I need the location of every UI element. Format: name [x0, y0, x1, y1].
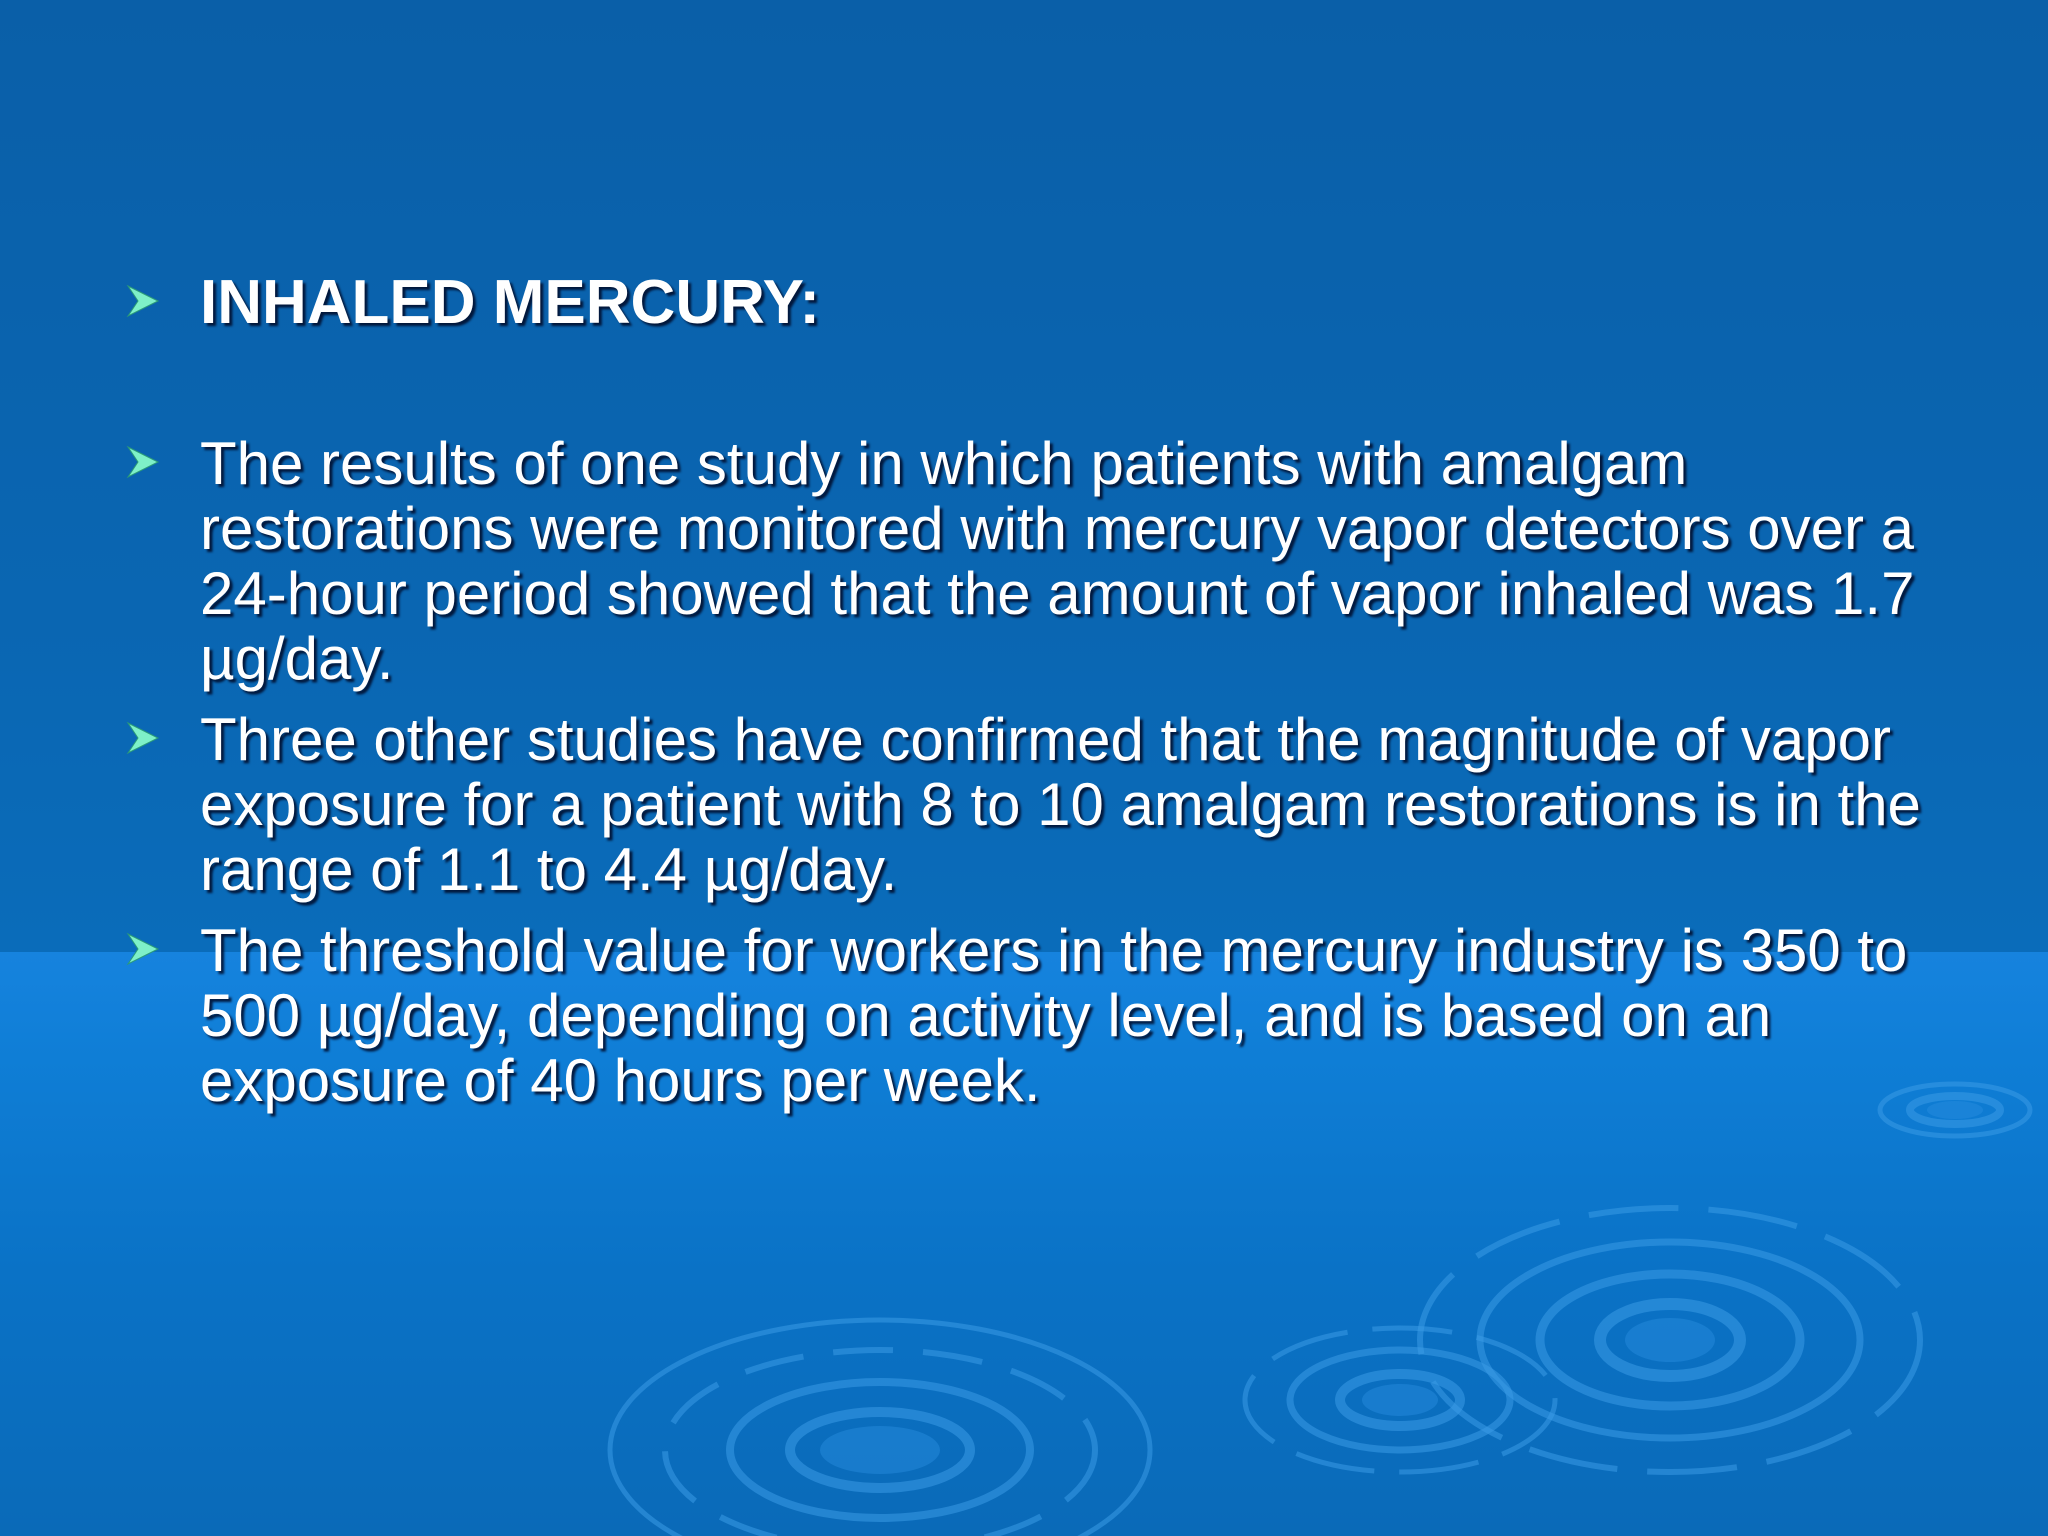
arrowhead-bullet-icon	[126, 932, 160, 966]
bullet-text: Three other studies have confirmed that the magnitude of vapor exposure for a patient with 8 to 10 amalgam restorations is in the range of 1.1 to 4.4 µg/day.	[200, 706, 1921, 903]
slide-body	[120, 270, 1940, 1129]
bullet-text: The threshold value for workers in the mercury industry is 350 to 500 µg/day, depending on activity level, and is based on an exposure of 40 hours per week.	[200, 917, 1908, 1114]
bullet-item	[120, 707, 1940, 902]
heading-text: INHALED MERCURY:	[200, 268, 820, 337]
bullet-heading	[120, 270, 1940, 335]
arrowhead-bullet-icon	[126, 445, 160, 479]
bullet-item	[120, 431, 1940, 691]
bullet-text: The results of one study in which patients with amalgam restorations were monitored with mercury vapor detectors over a 24-hour period showed that the amount of vapor inhaled was 1.7 µg/day.	[200, 430, 1915, 692]
arrowhead-bullet-icon	[126, 721, 160, 755]
arrowhead-bullet-icon	[126, 284, 160, 318]
bullet-item	[120, 918, 1940, 1113]
